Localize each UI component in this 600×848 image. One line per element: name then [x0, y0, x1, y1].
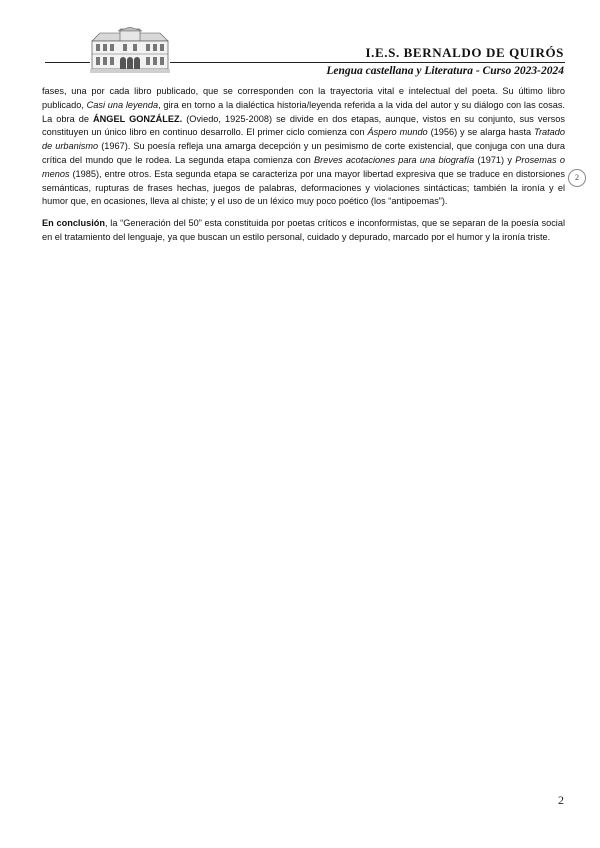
text-span: (1956) y se alarga hasta — [427, 127, 535, 138]
text-span: (1985), entre otros. Esta segunda etapa se caracteriza por una mayor libertad expresiva que se traduce en distorsiones semánticas, rupturas de frases hechas, juegos de palabras, deformaciones y violaciones sintácticas; también la ironía y el humor que, en ocasiones, lleva al chiste; y el uso de un léxico muy poco poético (los “antipoemas”). — [42, 168, 565, 207]
text-span: , la “Generación del 50” esta constituida por poetas críticos e inconformistas, que se separan de la poesía social en el tratamiento del lenguaje, ya que buscan un estilo personal, cuidado y depurado, marcado por el humor y la ironía triste. — [42, 218, 565, 242]
document-body — [42, 85, 565, 245]
page-number: 2 — [558, 793, 564, 807]
book-title: Tratado de urbanismo — [42, 127, 566, 152]
header-rule-left — [45, 62, 90, 63]
author-name: ÁNGEL GONZÁLEZ. — [93, 113, 183, 124]
text-span: (1967). Su poesía refleja una amarga decepción y un pesimismo de corte existencial, que conjuga con una dura crítica del mundo que le rodea. La segunda etapa comienza con — [42, 141, 565, 165]
page-number-badge: 2 — [568, 169, 586, 187]
school-building-logo — [90, 27, 170, 73]
book-title: Breves acotaciones para una biografía — [314, 154, 475, 165]
text-span: (1971) y — [474, 154, 516, 165]
text-span: , gira en torno a la dialéctica historia/leyenda referida a la vida del autor y su diálogo con las cosas. La obra de — [42, 99, 565, 124]
book-title: Prosemas o menos — [42, 154, 566, 179]
school-name: I.E.S. BERNALDO DE QUIRÓS — [365, 45, 564, 60]
book-title: Áspero mundo — [367, 127, 428, 138]
header-rule-right — [170, 62, 565, 63]
text-span: (Oviedo, 1925-2008) se divide en dos etapas, aunque, vistos en su conjunto, sus versos constituyen un único libro en continuo desarrollo. El primer ciclo comienza con — [42, 113, 565, 138]
conclusion-label: En conclusión — [42, 218, 105, 229]
text-span: fases, una por cada libro publicado, que se corresponden con la trayectoria vital e intelectual del poeta. Su último libro publicado, — [42, 86, 565, 110]
course-subtitle: Lengua castellana y Literatura - Curso 2023-2024 — [326, 65, 564, 77]
page-header — [0, 0, 600, 90]
paragraph-conclusion — [42, 217, 565, 245]
book-title: Casi una leyenda — [86, 99, 159, 110]
paragraph-angel-gonzalez — [42, 85, 565, 209]
